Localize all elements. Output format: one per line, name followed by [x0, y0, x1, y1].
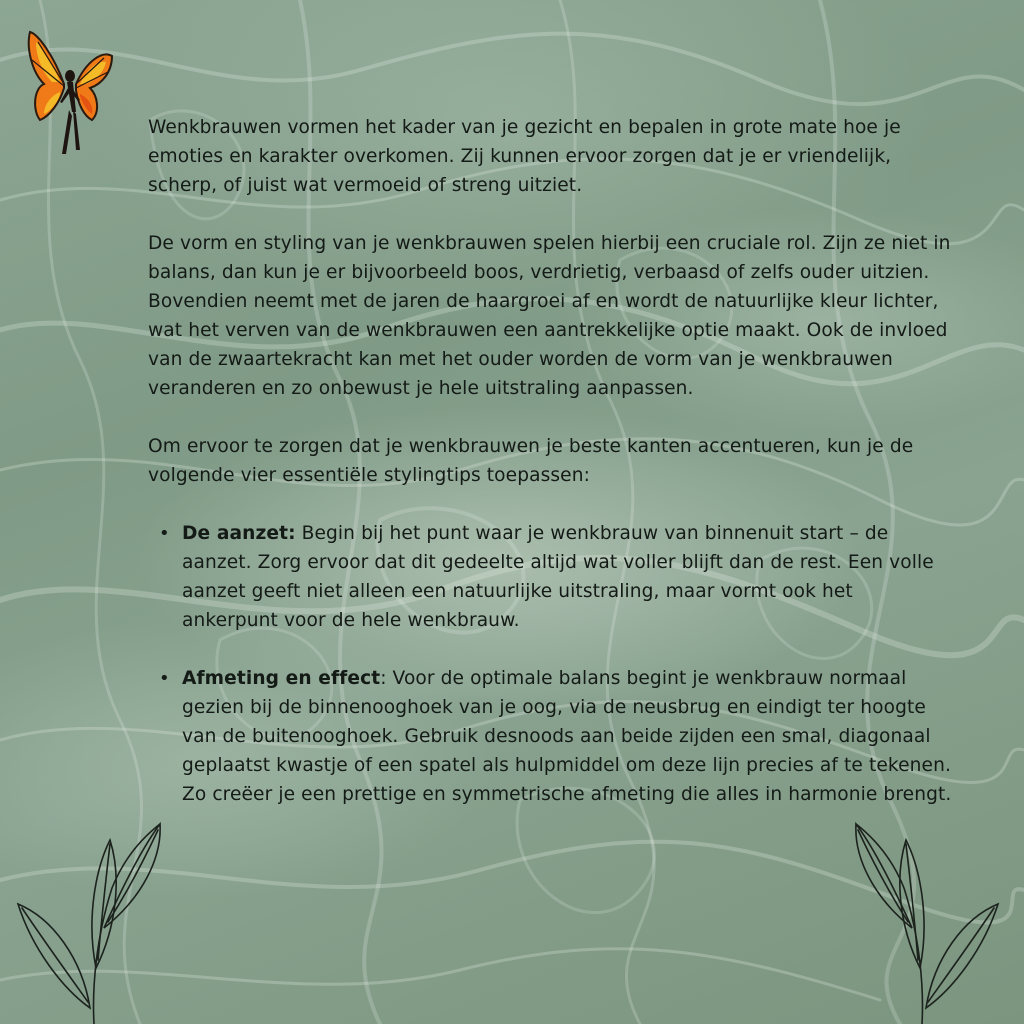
- article-body: [148, 113, 954, 838]
- lead-in-paragraph: Om ervoor te zorgen dat je wenkbrauwen je beste kanten accentueren, kun je de volgende vier essentiële stylingtips toepassen:: [148, 436, 914, 486]
- leaf-branch-icon: [12, 818, 172, 1024]
- tip-term: De aanzet:: [182, 523, 296, 544]
- styling-tips-list: [148, 519, 954, 809]
- butterfly-fairy-icon: [24, 26, 116, 162]
- body-paragraph: De vorm en styling van je wenkbrauwen spelen hierbij een cruciale rol. Zijn ze niet in balans, dan kun je er bijvoorbeeld boos, verdrietig, verbaasd of zelfs ouder uitzien. Bovendien neemt met de jaren de haargroei af en wordt de natuurlijke kleur lichter, wat het verven van de wenkbrauwen een aantrekkelijke optie maakt. Ook de invloed van de zwaartekracht kan met het ouder worden de vorm van je wenkbrauwen veranderen en zo onbewust je hele uitstraling aanpassen.: [148, 233, 951, 399]
- leaf-branch-icon: [844, 818, 1004, 1024]
- intro-paragraph: Wenkbrauwen vormen het kader van je gezicht en bepalen in grote mate hoe je emoties en karakter overkomen. Zij kunnen ervoor zorgen dat je er vriendelijk, scherp, of juist wat vermoeid of streng uitziet.: [148, 117, 901, 196]
- tip-text: : Voor de optimale balans begint je wenkbrauw normaal gezien bij de binnenooghoek van je oog, via de neusbrug en eindigt ter hoogte van de buitenooghoek. Gebruik desnoods aan beide zijden een smal, diagonaal geplaatst kwastje of een spatel als hulpmiddel om deze lijn precies af te tekenen. Zo creëer je een prettige en symmetrische afmeting die alles in harmonie brengt.: [182, 668, 952, 805]
- bullet-icon: •: [159, 668, 170, 689]
- tip-term: Afmeting en effect: [182, 668, 381, 689]
- list-item: [148, 664, 954, 809]
- list-item: [148, 519, 954, 635]
- bullet-icon: •: [159, 523, 170, 544]
- tip-text: Begin bij het punt waar je wenkbrauw van binnenuit start – de aanzet. Zorg ervoor dat dit gedeelte altijd wat voller blijft dan de rest. Een volle aanzet geeft niet alleen een natuurlijke uitstraling, maar vormt ook het ankerpunt voor de hele wenkbrauw.: [182, 523, 934, 631]
